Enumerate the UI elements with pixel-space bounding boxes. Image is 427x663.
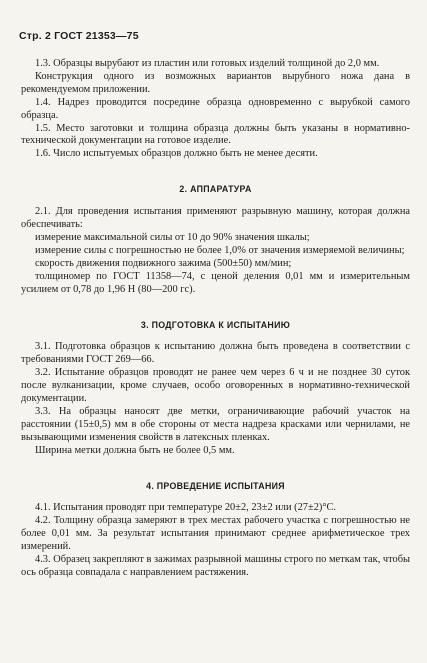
paragraph-4-1: 4.1. Испытания проводят при температуре 20±2, 23±2 или (27±2)°С. bbox=[35, 502, 337, 514]
paragraph-mark-width: Ширина метки должна быть не более 0,5 мм. bbox=[35, 444, 235, 456]
paragraph-3-1: 3.1. Подготовка образцов к испытанию должна быть проведена в соответствии с требованиями ГОСТ 269—66. bbox=[21, 341, 410, 366]
paragraph-clamp-speed: скорость движения подвижного зажима (500±50) мм/мин; bbox=[35, 257, 292, 269]
paragraph-max-force: измерение максимальной силы от 10 до 90% значения шкалы; bbox=[35, 231, 310, 243]
paragraph-knife-design: Конструкция одного из возможных вариантов вырубного ножа дана в рекомендуемом приложении. bbox=[21, 70, 410, 95]
paragraph-force-accuracy: измерение силы с погрешностью не более 1,0% от значения измеряемой величины; bbox=[35, 244, 405, 256]
paragraph-2-1: 2.1. Для проведения испытания применяют разрывную машину, которая должна обеспечивать: bbox=[21, 206, 410, 231]
section-heading-apparatus: 2. АППАРАТУРА bbox=[179, 184, 252, 195]
section-heading-testing: 4. ПРОВЕДЕНИЕ ИСПЫТАНИЯ bbox=[146, 480, 285, 491]
paragraph-1-4: 1.4. Надрез проводится посредине образца одновременно с вырубкой самого образца. bbox=[21, 96, 410, 121]
paragraph-1-3: 1.3. Образцы вырубают из пластин или готовых изделий толщиной до 2,0 мм. bbox=[35, 58, 380, 69]
paragraph-1-5: 1.5. Место заготовки и толщина образца должны быть указаны в нормативно-технической документации на готовое изделие. bbox=[21, 122, 410, 147]
page-header: Стр. 2 ГОСТ 21353—75 bbox=[19, 30, 139, 42]
paragraph-1-6: 1.6. Число испытуемых образцов должно быть не менее десяти. bbox=[35, 148, 318, 160]
section-heading-preparation: 3. ПОДГОТОВКА К ИСПЫТАНИЮ bbox=[140, 319, 291, 330]
paragraph-thickness-gauge: толщиномер по ГОСТ 11358—74, с ценой деления 0,01 мм и измерительным усилием от 0,78 до 1,96 Н (80—200 гс). bbox=[21, 270, 410, 295]
paragraph-4-3: 4.3. Образец закрепляют в зажимах разрывной машины строго по меткам так, чтобы ось образца совпадала с направлением растяжения. bbox=[21, 554, 410, 578]
document-body bbox=[21, 58, 410, 580]
paragraph-4-2: 4.2. Толщину образца замеряют в трех местах рабочего участка с погрешностью не более 0,01 мм. За результат испытания принимают среднее арифметическое трех измерений. bbox=[21, 515, 410, 553]
paragraph-3-3: 3.3. На образцы наносят две метки, ограничивающие рабочий участок на расстоянии (15±0,5) мм в обе стороны от места надреза красками или чернилами, не вызывающими изменения свойств в латексных пленках. bbox=[21, 405, 410, 443]
paragraph-3-2: 3.2. Испытание образцов проводят не ранее чем через 6 ч и не позднее 30 суток после вулканизации, кроме случаев, особо оговоренных в нормативно-технической документации. bbox=[21, 367, 410, 405]
